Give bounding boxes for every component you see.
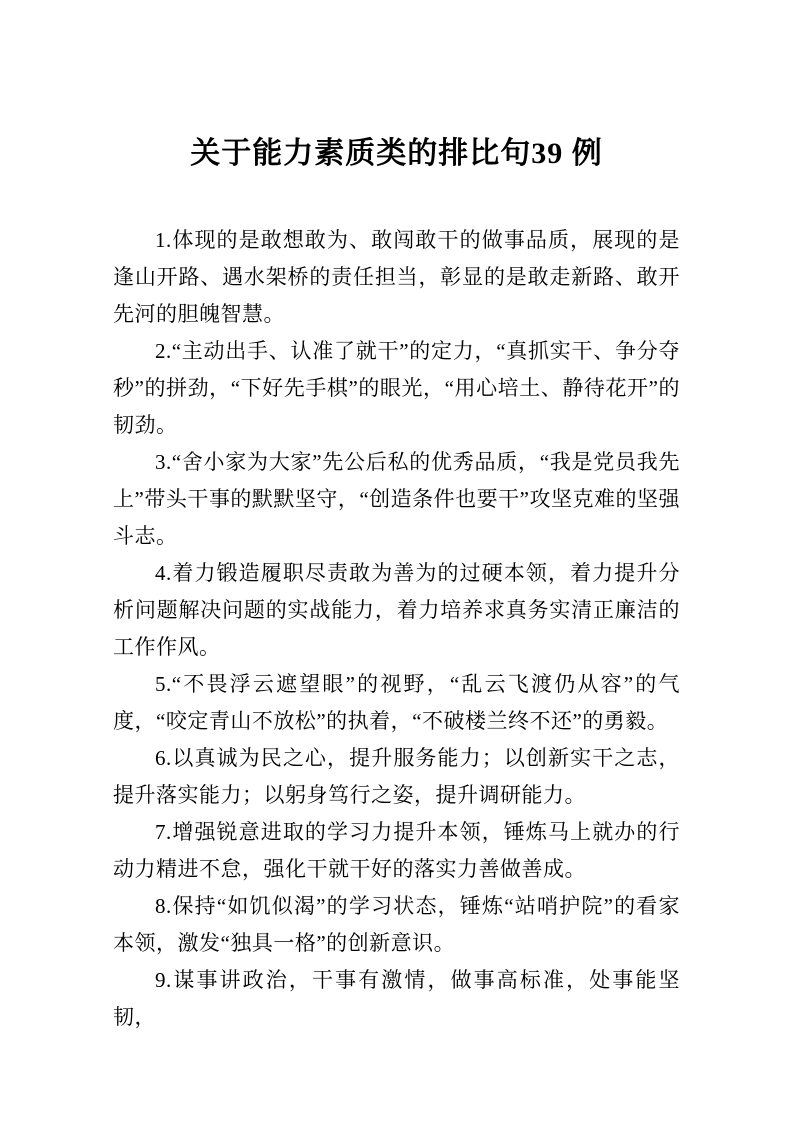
paragraph: 6.以真诚为民之心，提升服务能力；以创新实干之志，提升落实能力；以躬身笃行之姿，提升调研能力。 (113, 746, 680, 807)
document-body (113, 222, 680, 1036)
document-title: 关于能力素质类的排比句39 例 (190, 137, 603, 170)
paragraph: 8.保持“如饥似渴”的学习状态，锤炼“站哨护院”的看家本领，激发“独具一格”的创新意识。 (113, 894, 680, 955)
paragraph: 1.体现的是敢想敢为、敢闯敢干的做事品质，展现的是逢山开路、遇水架桥的责任担当，彰显的是敢走新路、敢开先河的胆魄智慧。 (113, 228, 680, 326)
paragraph: 9.谋事讲政治，干事有激情，做事高标准，处事能坚韧， (113, 968, 680, 1029)
paragraph: 4.着力锻造履职尽责敢为善为的过硬本领，着力提升分析问题解决问题的实战能力，着力培养求真务实清正廉洁的工作作风。 (113, 561, 680, 659)
paragraph: 5.“不畏浮云遮望眼”的视野，“乱云飞渡仍从容”的气度，“咬定青山不放松”的执着，“不破楼兰终不还”的勇毅。 (113, 672, 680, 733)
paragraph: 3.“舍小家为大家”先公后私的优秀品质，“我是党员我先上”带头干事的默默坚守，“创造条件也要干”攻坚克难的坚强斗志。 (113, 450, 680, 548)
paragraph: 7.增强锐意进取的学习力提升本领，锤炼马上就办的行动力精进不怠，强化干就干好的落实力善做善成。 (113, 820, 680, 881)
paragraph: 2.“主动出手、认准了就干”的定力，“真抓实干、争分夺秒”的拼劲，“下好先手棋”的眼光，“用心培土、静待花开”的韧劲。 (113, 339, 680, 437)
